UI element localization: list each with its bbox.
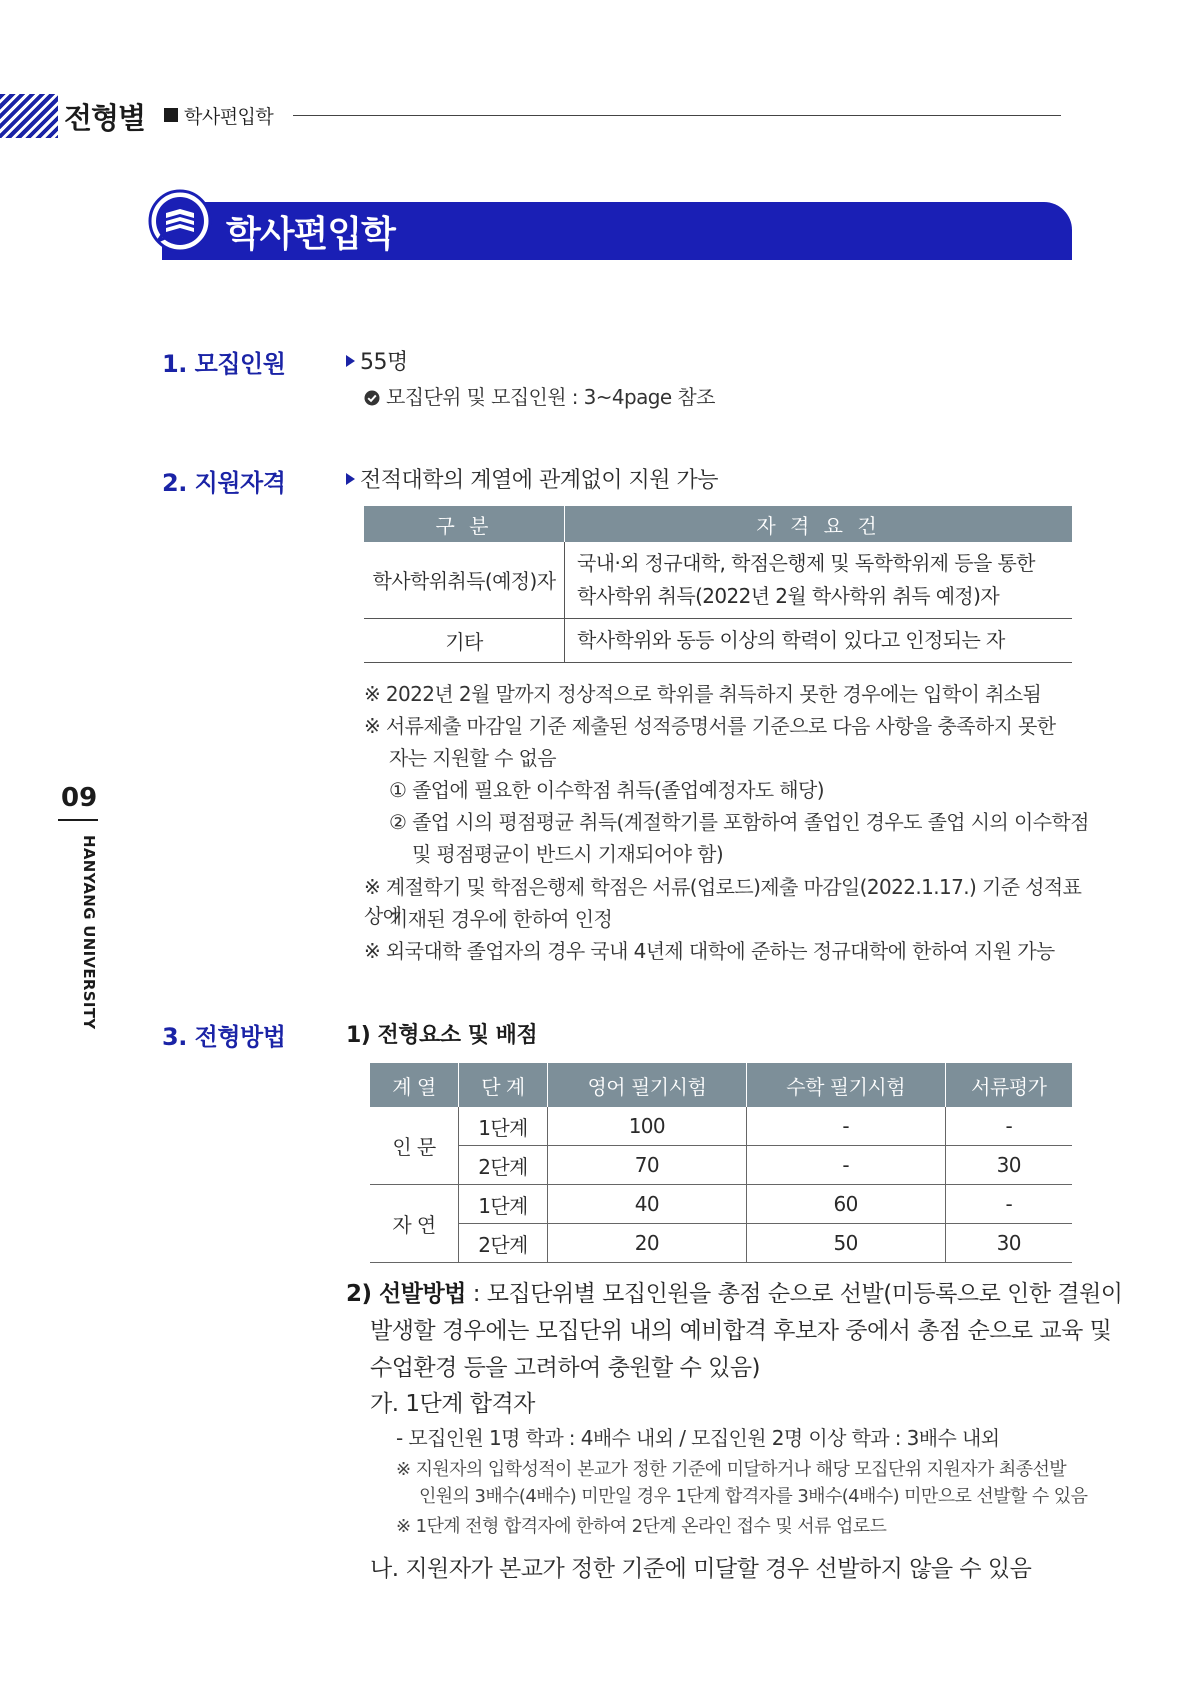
header-category: 전형별	[64, 101, 146, 135]
header-subtitle: 학사편입학	[184, 106, 274, 128]
scoring-table	[370, 1063, 1072, 1263]
scoring-document: 30	[945, 1146, 1072, 1185]
eligibility-note: ※ 계절학기 및 학점은행제 학점은 서류(업로드)제출 마감일(2022.1.17.) 기준 성적표상에	[364, 875, 1082, 928]
eligibility-row-label: 기타	[364, 618, 565, 662]
scoring-stage: 1단계	[459, 1107, 548, 1146]
scoring-english: 100	[548, 1107, 747, 1146]
eligibility-note: ※ 2022년 2월 말까지 정상적으로 학위를 취득하지 못한 경우에는 입학이 취소됨	[364, 682, 1042, 706]
section-2-lead	[346, 463, 718, 494]
scoring-group: 인 문	[370, 1107, 459, 1185]
eligibility-note: ① 졸업에 필요한 이수학점 취득(졸업예정자도 해당)	[389, 778, 824, 802]
eligibility-note: 기재된 경우에 한하여 인정	[389, 907, 613, 931]
selection-method-text: : 모집단위별 모집인원을 총점 순으로 선발(미등록으로 인한 결원이	[465, 1281, 1123, 1307]
scoring-math: -	[746, 1146, 945, 1185]
scoring-math: 60	[746, 1185, 945, 1224]
selection-method-line	[346, 1275, 1123, 1308]
section-1-heading: 1. 모집인원	[162, 350, 286, 378]
scoring-stage: 2단계	[459, 1146, 548, 1185]
eligibility-row-requirement	[565, 542, 1073, 618]
scoring-stage: 1단계	[459, 1185, 548, 1224]
stage1-note: 인원의 3배수(4배수) 미만일 경우 1단계 합격자를 3배수(4배수) 미만으로 선발할 수 있음	[419, 1486, 1088, 1507]
eligibility-row-requirement: 학사학위와 동등 이상의 학력이 있다고 인정되는 자	[565, 618, 1073, 662]
section-1-note	[364, 381, 715, 410]
eligibility-note: ※ 서류제출 마감일 기준 제출된 성적증명서를 기준으로 다음 사항을 충족하지 못한	[364, 714, 1056, 738]
eligibility-row-label: 학사학위취득(예정)자	[364, 542, 565, 618]
page-number: 09	[61, 783, 98, 813]
eligibility-note: 자는 지원할 수 없음	[389, 746, 557, 770]
scoring-english: 70	[548, 1146, 747, 1185]
stage1-note: ※ 지원자의 입학성적이 본교가 정한 기준에 미달하거나 해당 모집단위 지원자가 최종선발	[396, 1459, 1067, 1480]
eligibility-table	[364, 506, 1072, 663]
eligibility-header-requirements: 자 격 요 건	[565, 506, 1073, 542]
triangle-bullet-icon	[346, 473, 355, 485]
section-1-note-text: 모집단위 및 모집인원 : 3~4page 참조	[386, 385, 715, 409]
eligibility-requirement-line: 국내·외 정규대학, 학점은행제 및 독학학위제 등을 통한	[577, 550, 1035, 575]
section-2-heading: 2. 지원자격	[162, 469, 286, 497]
recruit-count: 55명	[360, 350, 408, 375]
section-3-sub1: 1) 전형요소 및 배점	[346, 1023, 538, 1048]
scoring-group: 자 연	[370, 1185, 459, 1263]
scoring-english: 20	[548, 1224, 747, 1263]
scoring-document: -	[945, 1185, 1072, 1224]
scoring-english: 40	[548, 1185, 747, 1224]
stage1-pass-heading: 가. 1단계 합격자	[370, 1391, 535, 1417]
check-circle-icon	[364, 390, 380, 406]
stage2-upload-note: ※ 1단계 전형 합격자에 한하여 2단계 온라인 접수 및 서류 업로드	[396, 1516, 887, 1537]
header-rule	[293, 115, 1061, 116]
selection-method-line: 발생할 경우에는 모집단위 내의 예비합격 후보자 중에서 총점 순으로 교육 및	[370, 1318, 1112, 1344]
section-1-value	[346, 345, 408, 376]
eligibility-header-category: 구 분	[364, 506, 565, 542]
scoring-header: 영어 필기시험	[548, 1063, 747, 1107]
eligibility-note: ※ 외국대학 졸업자의 경우 국내 4년제 대학에 준하는 정규대학에 한하여 지원 가능	[364, 939, 1055, 963]
university-name: HANYANG UNIVERSITY	[80, 835, 98, 1030]
stage1-pass-ratio: - 모집인원 1명 학과 : 4배수 내외 / 모집인원 2명 이상 학과 : 3배수 내외	[396, 1426, 1000, 1450]
eligibility-requirement-line: 학사학위 취득(2022년 2월 학사학위 취득 예정)자	[577, 583, 1000, 608]
scoring-math: -	[746, 1107, 945, 1146]
section-3-heading: 3. 전형방법	[162, 1023, 286, 1051]
eligibility-note: ② 졸업 시의 평점평균 취득(계절학기를 포함하여 졸업인 경우도 졸업 시의 이수학점	[389, 810, 1089, 834]
scoring-math: 50	[746, 1224, 945, 1263]
eligibility-note: 및 평점평균이 반드시 기재되어야 함)	[412, 842, 724, 866]
header-square-bullet	[164, 108, 178, 122]
selection-method-label: 2) 선발방법	[346, 1281, 466, 1307]
selection-method-line: 수업환경 등을 고려하여 충원할 수 있음)	[370, 1355, 761, 1381]
scoring-header: 계 열	[370, 1063, 459, 1107]
triangle-bullet-icon	[346, 355, 355, 367]
scoring-header: 단 계	[459, 1063, 548, 1107]
book-speech-icon	[148, 189, 212, 253]
rejection-clause: 나. 지원자가 본교가 정한 기준에 미달할 경우 선발하지 않을 수 있음	[370, 1556, 1032, 1582]
scoring-header: 수학 필기시험	[746, 1063, 945, 1107]
page-number-rule	[58, 819, 98, 821]
section-2-lead-text: 전적대학의 계열에 관계없이 지원 가능	[360, 468, 719, 493]
header-hatch-decoration	[0, 94, 58, 138]
scoring-header: 서류평가	[945, 1063, 1072, 1107]
scoring-document: -	[945, 1107, 1072, 1146]
page-title: 학사편입학	[226, 214, 395, 255]
scoring-stage: 2단계	[459, 1224, 548, 1263]
scoring-document: 30	[945, 1224, 1072, 1263]
